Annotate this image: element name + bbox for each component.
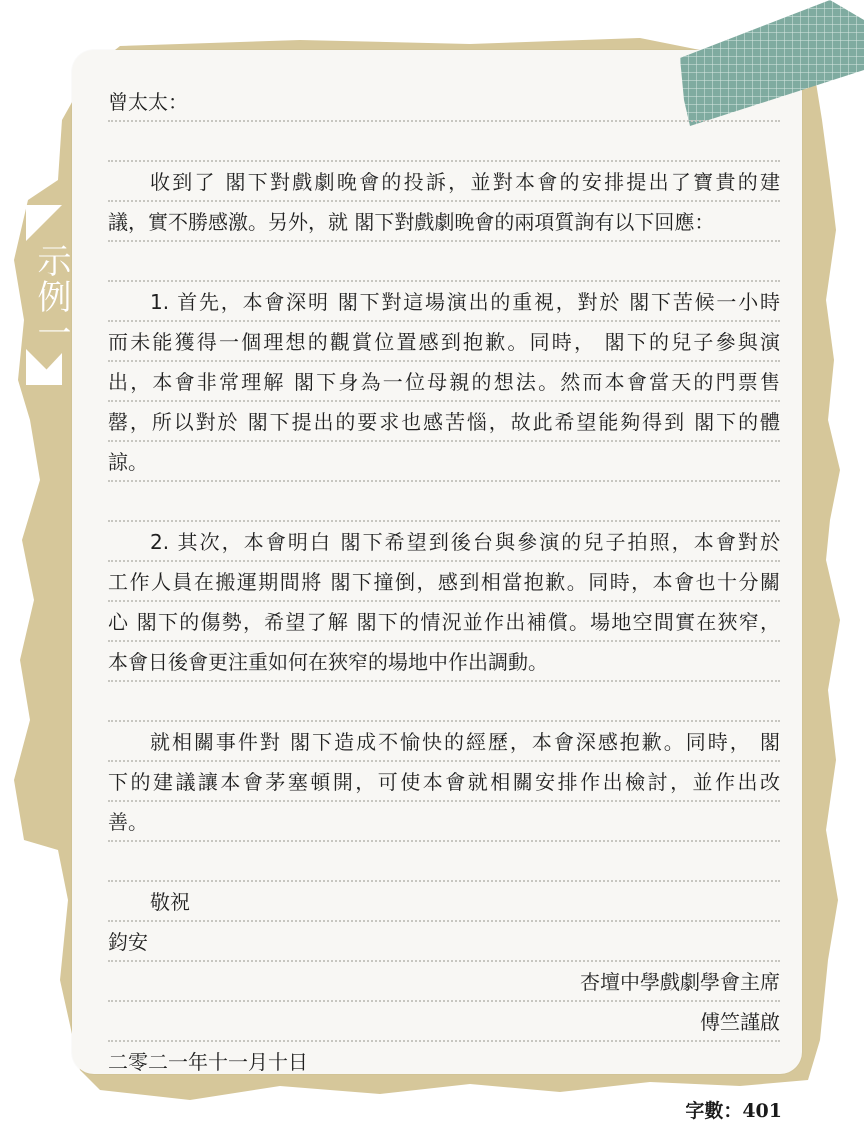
paragraph-line: 1. 首先，本會深明 閣下對這場演出的重視，對於 閣下苦候一小時: [108, 282, 780, 322]
paragraph-line: 罄，所以對於 閣下提出的要求也感苦惱，故此希望能夠得到 閣下的體: [108, 402, 780, 442]
letter-date: 二零二一年十一月十日: [108, 1050, 308, 1074]
paragraph-line: 就相關事件對 閣下造成不愉快的經歷，本會深感抱歉。同時， 閣: [108, 722, 780, 762]
paragraph-line: 工作人員在搬運期間將 閣下撞倒，感到相當抱歉。同時，本會也十分關: [108, 562, 780, 602]
salutation: 曾太太：: [108, 82, 780, 122]
paragraph-line: 下的建議讓本會茅塞頓開，可使本會就相關安排作出檢討，並作出改: [108, 762, 780, 802]
blank-line: [108, 242, 780, 282]
paragraph-line: 諒。: [108, 442, 780, 482]
blank-line: [108, 682, 780, 722]
paragraph-line: 心 閣下的傷勢，希望了解 閣下的情況並作出補償。場地空間實在狹窄，: [108, 602, 780, 642]
paragraph-line: 2. 其次，本會明白 閣下希望到後台與參演的兒子拍照，本會對於: [108, 522, 780, 562]
paragraph-line: 議，實不勝感激。另外，就 閣下對戲劇晚會的兩項質詢有以下回應：: [108, 202, 780, 242]
paragraph-line: 而未能獲得一個理想的觀賞位置感到抱歉。同時， 閣下的兒子參與演: [108, 322, 780, 362]
side-tab-label: 示例一: [31, 243, 71, 351]
paragraph-line: 善。: [108, 802, 780, 842]
signature-title: 杏壇中學戲劇學會主席: [108, 962, 780, 1002]
blank-line: [108, 842, 780, 882]
blank-line: [108, 122, 780, 162]
blank-line: [108, 482, 780, 522]
word-count: 字數：401: [685, 1100, 782, 1122]
letter-body: [108, 82, 780, 1082]
paragraph-line: 本會日後會更注重如何在狹窄的場地中作出調動。: [108, 642, 780, 682]
paragraph-line: 出，本會非常理解 閣下身為一位母親的想法。然而本會當天的門票售: [108, 362, 780, 402]
side-tab: [18, 205, 70, 385]
signature-name: 傅竺謹啟: [108, 1002, 780, 1042]
closing-salute: 鈞安: [108, 922, 780, 962]
paragraph-line: 收到了 閣下對戲劇晚會的投訴，並對本會的安排提出了寶貴的建: [108, 162, 780, 202]
closing-greeting: 敬祝: [108, 882, 780, 922]
